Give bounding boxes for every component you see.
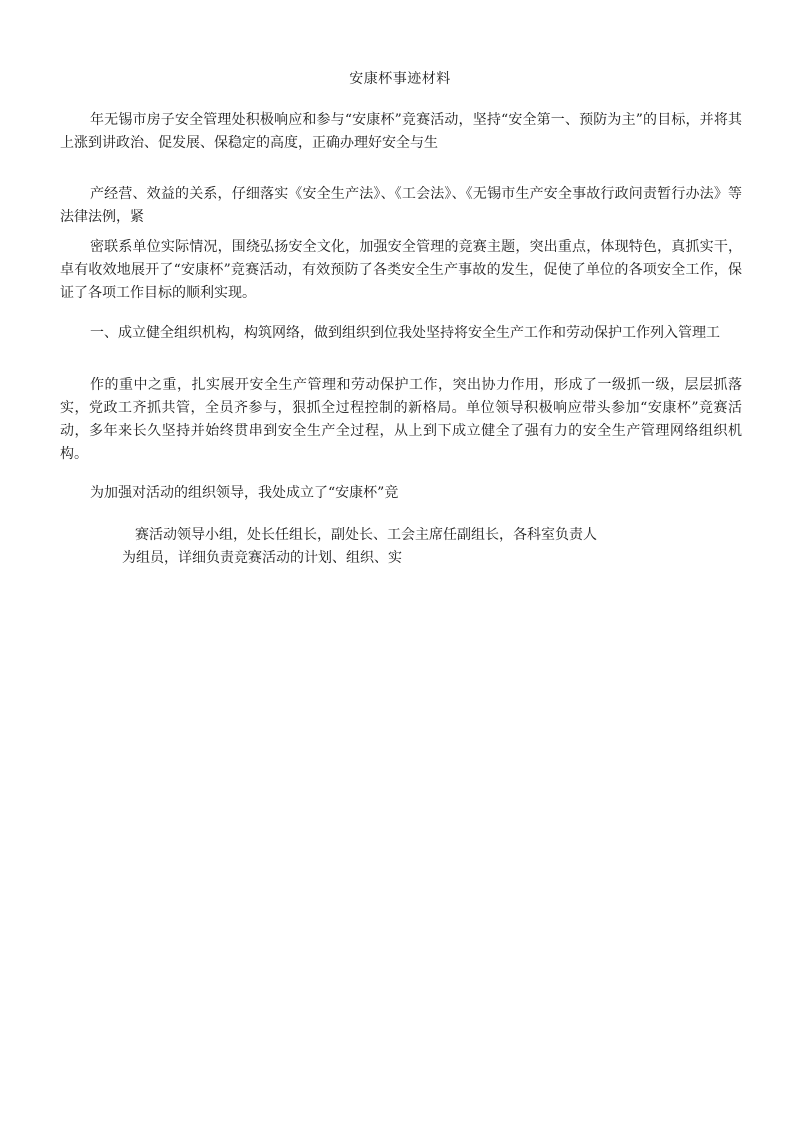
paragraph-1: 年无锡市房子安全管理处积极响应和参与“安康杯”竞赛活动，坚持“安全第一、预防为主”的目标，并将其上涨到讲政治、促发展、保稳定的高度，正确办理好安全与生 — [60, 112, 742, 151]
paragraph-2: 产经营、效益的关系，仔细落实《安全生产法》、《工会法》、《无锡市生产安全事故行政问责暂行办法》等法律法例，紧 — [60, 186, 742, 225]
paragraph-4: 一、成立健全组织机构，构筑网络，做到组织到位我处坚持将安全生产工作和劳动保护工作列入管理工 — [90, 325, 720, 341]
paragraph-5: 作的重中之重，扎实展开安全生产管理和劳动保护工作，突出协力作用，形成了一级抓一级，层层抓落实，党政工齐抓共管，全员齐参与，狠抓全过程控制的新格局。单位领导积极响应带头参加“安康杯”竞赛活动，多年来长久坚持并始终贯串到安全生产全过程，从上到下成立健全了强有力的安全生产管理网络组织机构。 — [60, 377, 742, 462]
paragraph-6: 为加强对活动的组织领导，我处成立了“安康杯”竞 — [90, 485, 399, 501]
indented-line-1: 赛活动领导小组，处长任组长，副处长、工会主席任副组长，各科室负责人 — [135, 527, 597, 543]
document-title: 安康杯事迹材料 — [349, 71, 451, 87]
paragraph-3: 密联系单位实际情况，围绕弘扬安全文化，加强安全管理的竞赛主题，突出重点，体现特色，真抓实干，卓有收效地展开了“安康杯”竞赛活动，有效预防了各类安全生产事故的发生，促使了单位的各项安全工作，保证了各项工作目标的顺利实现。 — [60, 239, 742, 301]
indented-line-2: 为组员，详细负责竞赛活动的计划、组织、实 — [122, 550, 402, 566]
